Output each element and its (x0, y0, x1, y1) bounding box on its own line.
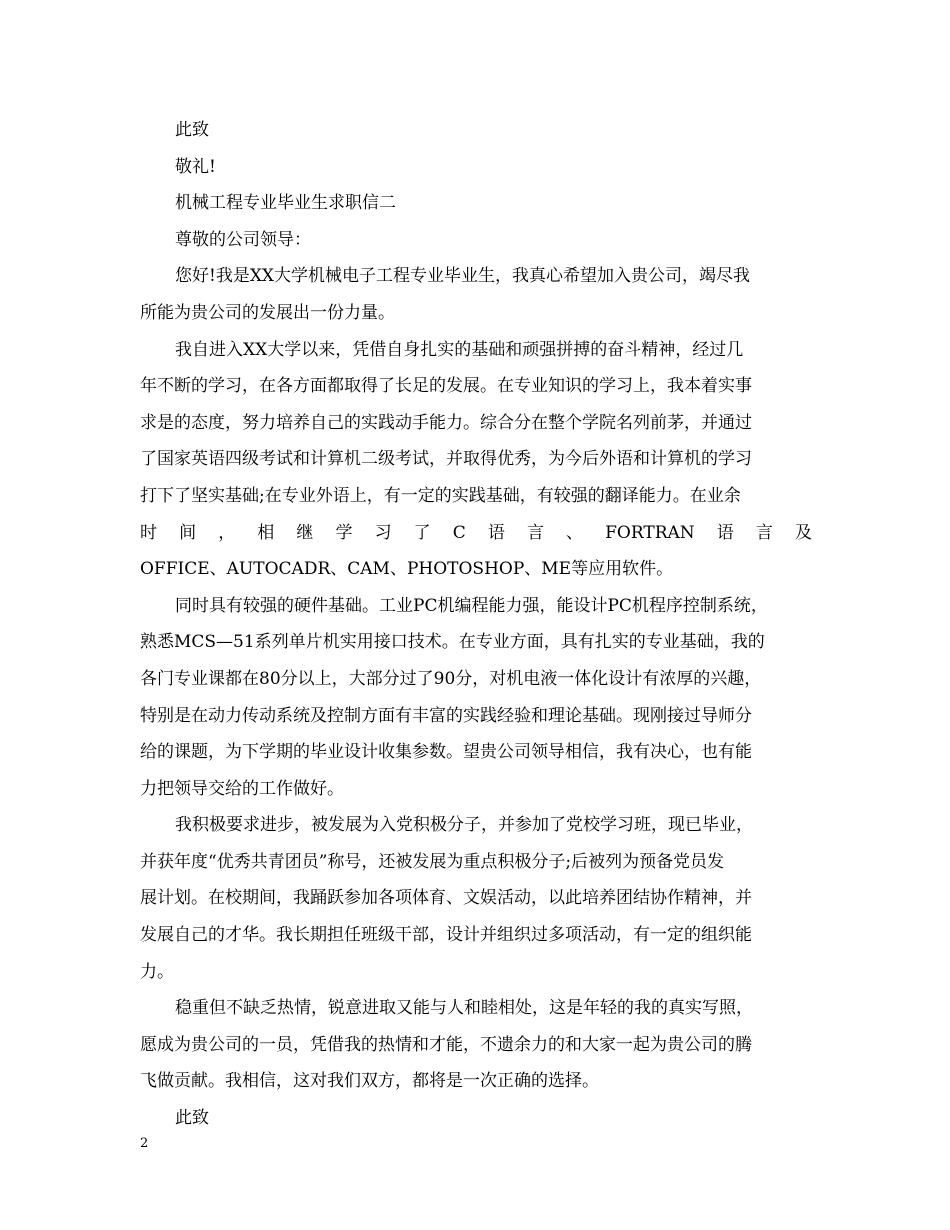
justified-word: 言 (755, 522, 773, 543)
paragraph-line: 飞做贡献。我相信，这对我们双方，都将是一次正确的选择。 (140, 1071, 599, 1092)
paragraph-line: 同时具有较强的硬件基础。工业PC机编程能力强，能设计PC机程序控制系统， (175, 595, 768, 616)
letter-body (140, 112, 812, 1137)
justified-word: 习 (374, 522, 392, 543)
paragraph-line: 我积极要求进步，被发展为入党积极分子，并参加了党校学习班，现已毕业， (175, 815, 753, 836)
paragraph-line: 展计划。在校期间，我踊跃参加各项体育、文娱活动，以此培养团结协作精神，并 (140, 888, 752, 909)
paragraph-line: 我自进入XX大学以来，凭借自身扎实的基础和顽强拼搏的奋斗精神，经过几 (175, 339, 744, 360)
paragraph-line: 力把领导交给的工作做好。 (140, 778, 344, 799)
paragraph-line: 特别是在动力传动系统及控制方面有丰富的实践经验和理论基础。现刚接过导师分 (140, 705, 752, 726)
section-title: 机械工程专业毕业生求职信二 (175, 193, 396, 214)
paragraph-line: 发展自己的才华。我长期担任班级干部，设计并组织过多项活动，有一定的组织能 (140, 925, 752, 946)
justified-word: ， (218, 522, 236, 543)
paragraph-line: 了国家英语四级考试和计算机二级考试，并取得优秀，为今后外语和计算机的学习 (140, 449, 752, 470)
paragraph-line: 并获年度“优秀共青团员”称号，还被发展为重点积极分子;后被列为预备党员发 (140, 851, 725, 872)
justified-word: 言 (526, 522, 544, 543)
justified-word: 了 (413, 522, 431, 543)
justified-word: 学 (335, 522, 353, 543)
justified-word: 、 (566, 522, 584, 543)
paragraph-line: 稳重但不缺乏热情，锐意进取又能与人和睦相处，这是年轻的我的真实写照， (175, 998, 753, 1019)
paragraph-line: 愿成为贵公司的一员，凭借我的热情和才能，不遗余力的和大家一起为贵公司的腾 (140, 1034, 752, 1055)
greeting: 尊敬的公司领导： (175, 229, 311, 250)
justified-word: 及 (794, 522, 812, 543)
closing-line: 此致 (175, 1108, 209, 1129)
paragraph-line: 求是的态度，努力培养自己的实践动手能力。综合分在整个学院名列前茅，并通过 (140, 412, 752, 433)
justified-word: C (452, 522, 466, 543)
justified-word: 继 (296, 522, 314, 543)
justified-word: FORTRAN (605, 522, 695, 543)
justified-line (140, 515, 812, 552)
paragraph-line: 所能为贵公司的发展出一份力量。 (140, 302, 395, 323)
justified-word: 语 (716, 522, 734, 543)
page-number: 2 (140, 1136, 149, 1151)
paragraph-line: 给的课题，为下学期的毕业设计收集参数。望贵公司领导相信，我有决心，也有能 (140, 742, 752, 763)
justified-word: 时 (140, 522, 157, 543)
paragraph-line: 熟悉MCS—51系列单片机实用接口技术。在专业方面，具有扎实的专业基础，我的 (140, 632, 765, 653)
paragraph-line: 力。 (140, 961, 174, 982)
paragraph-line: 各门专业课都在80分以上，大部分过了90分，对机电液一体化设计有浓厚的兴趣， (140, 668, 762, 689)
paragraph-line: OFFICE、AUTOCADR、CAM、PHOTOSHOP、ME等应用软件。 (140, 559, 674, 580)
closing-line: 此致 (175, 120, 209, 140)
paragraph-line: 您好!我是XX大学机械电子工程专业毕业生，我真心希望加入贵公司，竭尽我 (175, 266, 751, 287)
justified-word: 间 (179, 522, 197, 543)
justified-word: 相 (257, 522, 275, 543)
paragraph-line: 年不断的学习，在各方面都取得了长足的发展。在专业知识的学习上，我本着实事 (140, 376, 752, 397)
salutation-closing: 敬礼! (175, 156, 216, 177)
paragraph-line: 打下了坚实基础;在专业外语上，有一定的实践基础，有较强的翻译能力。在业余 (140, 485, 741, 506)
justified-word: 语 (487, 522, 505, 543)
